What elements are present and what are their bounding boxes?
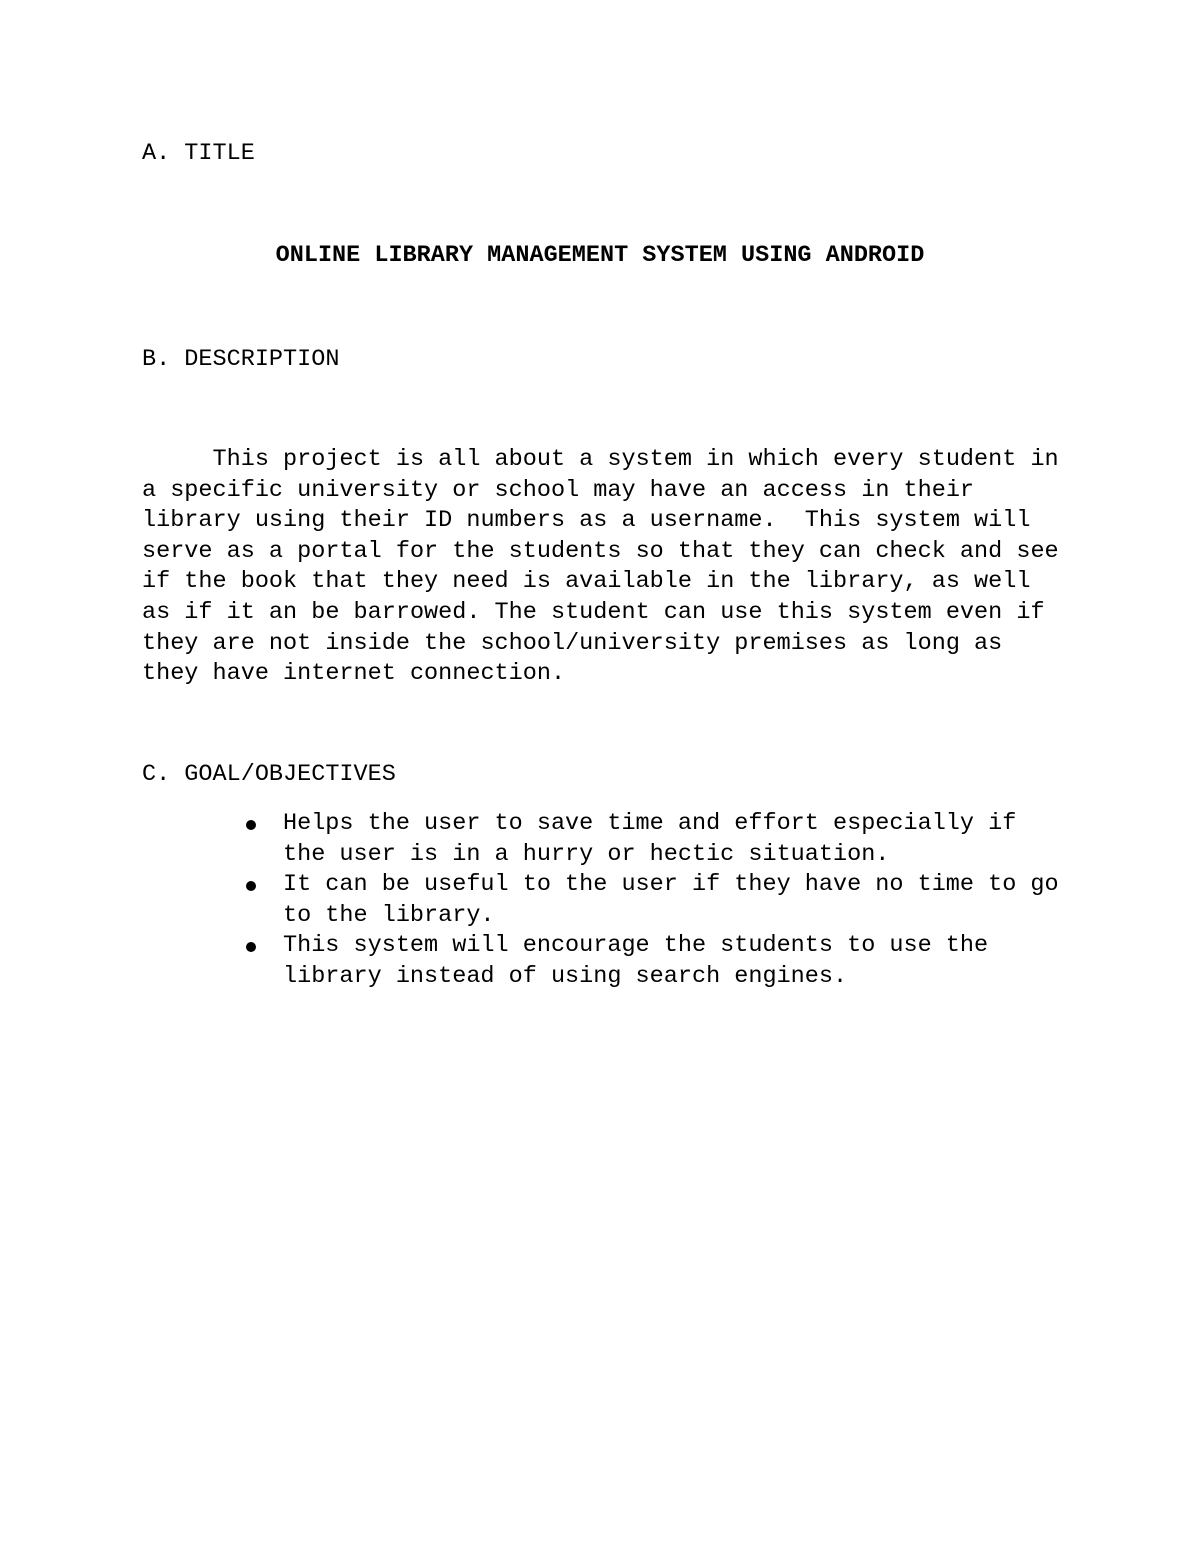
goal-text-line: to the library. <box>283 901 495 929</box>
bullet-icon <box>246 942 256 952</box>
section-c-heading: C. GOAL/OBJECTIVES <box>142 761 396 788</box>
goals-list <box>240 809 1100 993</box>
description-line: they are not inside the school/university premises as long as <box>142 629 1003 657</box>
description-paragraph <box>142 445 1102 690</box>
description-line: library using their ID numbers as a username. This system will <box>142 507 1031 535</box>
goal-text-line: Helps the user to save time and effort especially if <box>283 810 1017 837</box>
goal-text-line: the user is in a hurry or hectic situation. <box>283 840 890 868</box>
description-line: a specific university or school may have an access in their <box>142 476 975 504</box>
goal-list-item <box>240 809 1100 870</box>
document-title: ONLINE LIBRARY MANAGEMENT SYSTEM USING ANDROID <box>275 242 925 269</box>
bullet-icon <box>246 820 256 830</box>
goal-text-line: It can be useful to the user if they have no time to go <box>283 871 1059 899</box>
description-line: This project is all about a system in which every student in <box>142 446 1059 473</box>
section-a-heading: A. TITLE <box>142 140 255 167</box>
bullet-icon <box>246 881 256 891</box>
section-b-heading: B. DESCRIPTION <box>142 346 340 373</box>
goal-list-item <box>240 870 1100 931</box>
description-line: as if it an be barrowed. The student can use this system even if <box>142 598 1045 626</box>
description-line: serve as a portal for the students so that they can check and see <box>142 537 1059 565</box>
goal-text-line: This system will encourage the students to use the <box>283 932 989 960</box>
description-line: if the book that they need is available in the library, as well <box>142 568 1031 596</box>
goal-list-item <box>240 931 1100 992</box>
goal-text-line: library instead of using search engines. <box>283 962 848 990</box>
description-line: they have internet connection. <box>142 660 566 688</box>
